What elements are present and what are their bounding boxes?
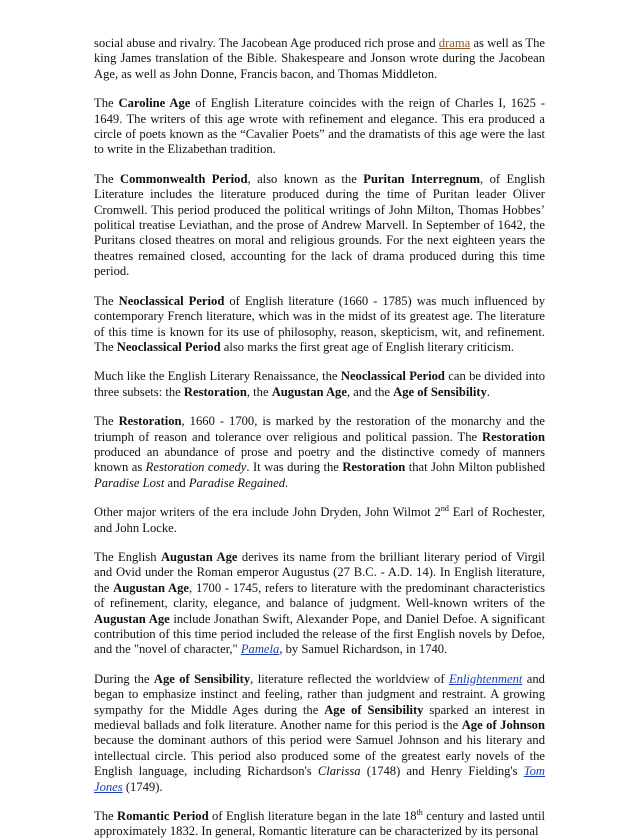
text-run: and bbox=[164, 475, 189, 490]
text-run: of English Literature coincides with the reign of Charles I, 1625 - 1649. The writers of this age wrote with refinement and elegance. This era produced a circle of poets known as the “Cavalier Poets” and the dramatists of this age were the last to write in the Elizabethan tradition. bbox=[94, 96, 546, 157]
text-run: (1749). bbox=[122, 779, 163, 794]
text-run: Other major writers of the era include John Dryden, John Wilmot 2 bbox=[94, 505, 441, 520]
bold-term: Romantic Period bbox=[117, 809, 209, 824]
text-run: include Jonathan Swift, Alexander Pope, and Daniel Defoe. A significant contribution of this time period included the release of the first English novels by Defoe, and the "novel of character," bbox=[94, 611, 545, 657]
bold-term: Restoration bbox=[183, 384, 247, 399]
bold-term: Augustan Age bbox=[94, 611, 170, 626]
bold-term: Augustan Age bbox=[271, 384, 347, 399]
bold-term: Commonwealth Period bbox=[120, 171, 248, 186]
text-run: (1748) and Henry Fielding's bbox=[360, 764, 524, 779]
text-run: . bbox=[285, 475, 289, 490]
text-run: , 1700 - 1745, refers to literature with the predominant characteristics of refinement, clarity, elegance, and balance of judgment. Well-known writers of the bbox=[94, 580, 545, 611]
bold-term: Age of Sensibility bbox=[153, 671, 251, 686]
text-run: produced an abundance of prose and poetry and the distinctive comedy of manners known as bbox=[94, 444, 545, 475]
bold-term: Restoration bbox=[118, 414, 182, 429]
text-run: Earl of Rochester, and John Locke. bbox=[94, 505, 545, 535]
paragraph-age-of-sensibility bbox=[94, 672, 545, 795]
text-run: , of English Literature includes the literature produced during the time of Puritan leader Oliver Cromwell. This period produced the political writings of John Milton, Thomas Hobbes’ political treatise Leviathan, and the prose of Andrew Marvell. In September of 1642, the Puritans closed theatres on moral and religious grounds. For the next eighteen years the theatres remained closed, accounting for the lack of drama produced during this time period. bbox=[94, 171, 545, 279]
bold-term: Age of Johnson bbox=[461, 718, 545, 733]
paragraph-neoclassical-period bbox=[94, 294, 545, 356]
bold-term: Neoclassical Period bbox=[340, 369, 445, 384]
title-link[interactable]: Tom Jones bbox=[94, 764, 545, 794]
paragraph-jacobean bbox=[94, 36, 545, 82]
paragraph-romantic-period bbox=[94, 809, 545, 840]
text-run: The English bbox=[94, 549, 161, 564]
paragraph-augustan-age bbox=[94, 550, 545, 658]
paragraph-caroline-age bbox=[94, 96, 545, 158]
text-run: , the bbox=[246, 384, 272, 399]
text-run: , 1660 - 1700, is marked by the restoration of the monarchy and the triumph of reason and tolerance over religious and political passion. The bbox=[94, 414, 545, 444]
bold-term: Restoration bbox=[482, 429, 545, 444]
text-run: of English literature began in the late 18 bbox=[208, 809, 417, 824]
text-run: The bbox=[94, 809, 118, 824]
drama-link[interactable]: drama bbox=[438, 36, 471, 50]
bold-term: Neoclassical Period bbox=[116, 339, 221, 354]
paragraph-commonwealth-period bbox=[94, 172, 545, 280]
text-run: , literature reflected the worldview of bbox=[250, 671, 449, 686]
bold-term: Restoration bbox=[342, 460, 406, 475]
text-run: that John Milton published bbox=[405, 460, 546, 475]
title-link[interactable]: Pamela bbox=[240, 642, 280, 657]
text-run: because the dominant authors of this period were Samuel Johnson and his literary and intellectual circle. This period also produced some of the greatest early novels of the English language, including Richardson's bbox=[94, 733, 545, 779]
text-run: The bbox=[94, 293, 119, 308]
italic-title: Clarissa bbox=[317, 764, 361, 779]
text-run: The bbox=[94, 96, 119, 111]
italic-title: Paradise Regained bbox=[188, 475, 285, 490]
bold-term: Neoclassical Period bbox=[118, 293, 225, 308]
text-run: The bbox=[94, 171, 121, 186]
paragraph-other-writers bbox=[94, 505, 545, 536]
text-run: also marks the first great age of English literary criticism. bbox=[220, 339, 515, 354]
text-run: . bbox=[486, 384, 491, 399]
bold-term: Age of Sensibility bbox=[324, 702, 424, 717]
italic-title: Paradise Lost bbox=[94, 475, 165, 490]
text-run: can be divided into three subsets: the bbox=[94, 369, 546, 399]
bold-term: Puritan Interregnum bbox=[363, 171, 480, 186]
text-run: . It was during the bbox=[246, 460, 343, 475]
ordinal-superscript: nd bbox=[440, 503, 449, 513]
ordinal-superscript: th bbox=[416, 807, 423, 817]
italic-title: Restoration comedy bbox=[145, 460, 247, 475]
text-run: century and lasted until approximately 1832. In general, Romantic literature can be characterized by its personal bbox=[94, 809, 545, 839]
text-run: During the bbox=[94, 671, 154, 686]
text-run: , also known as the bbox=[247, 171, 364, 186]
text-run: Much like the English Literary Renaissance, the bbox=[94, 369, 341, 384]
text-run: The bbox=[94, 414, 119, 429]
bold-term: Augustan Age bbox=[113, 580, 190, 595]
text-run: as well as The king James translation of the Bible. Shakespeare and Jonson wrote during the Jacobean Age, as well as John Donne, Francis bacon, and Thomas Middleton. bbox=[94, 36, 545, 81]
text-run: sparked an interest in medieval ballads and folk literature. Another name for this period is the bbox=[94, 702, 545, 733]
text-run: , by Samuel Richardson, in 1740. bbox=[279, 642, 448, 657]
text-run: derives its name from the brilliant literary period of Virgil and Ovid under the Roman emperor Augustus (27 B.C. - A.D. 14). In English literature, the bbox=[94, 549, 546, 595]
text-run: social abuse and rivalry. The Jacobean Age produced rich prose and bbox=[94, 36, 439, 50]
paragraph-neoclassical-subsets bbox=[94, 369, 545, 400]
bold-term: Augustan Age bbox=[160, 549, 238, 564]
bold-term: Caroline Age bbox=[118, 96, 191, 111]
bold-term: Age of Sensibility bbox=[393, 384, 487, 399]
title-link[interactable]: Enlightenment bbox=[448, 671, 523, 686]
text-run: , and the bbox=[346, 384, 394, 399]
paragraph-restoration bbox=[94, 414, 545, 491]
text-run: of English literature (1660 - 1785) was much influenced by contemporary French literature, which was in the midst of its greatest age. The literature of this time is known for its use of philosophy, reason, skepticism, wit, and refinement. The bbox=[94, 293, 546, 354]
text-run: and began to emphasize instinct and feeling, rather than judgment and restraint. A growing sympathy for the Middle Ages during the bbox=[94, 671, 545, 717]
